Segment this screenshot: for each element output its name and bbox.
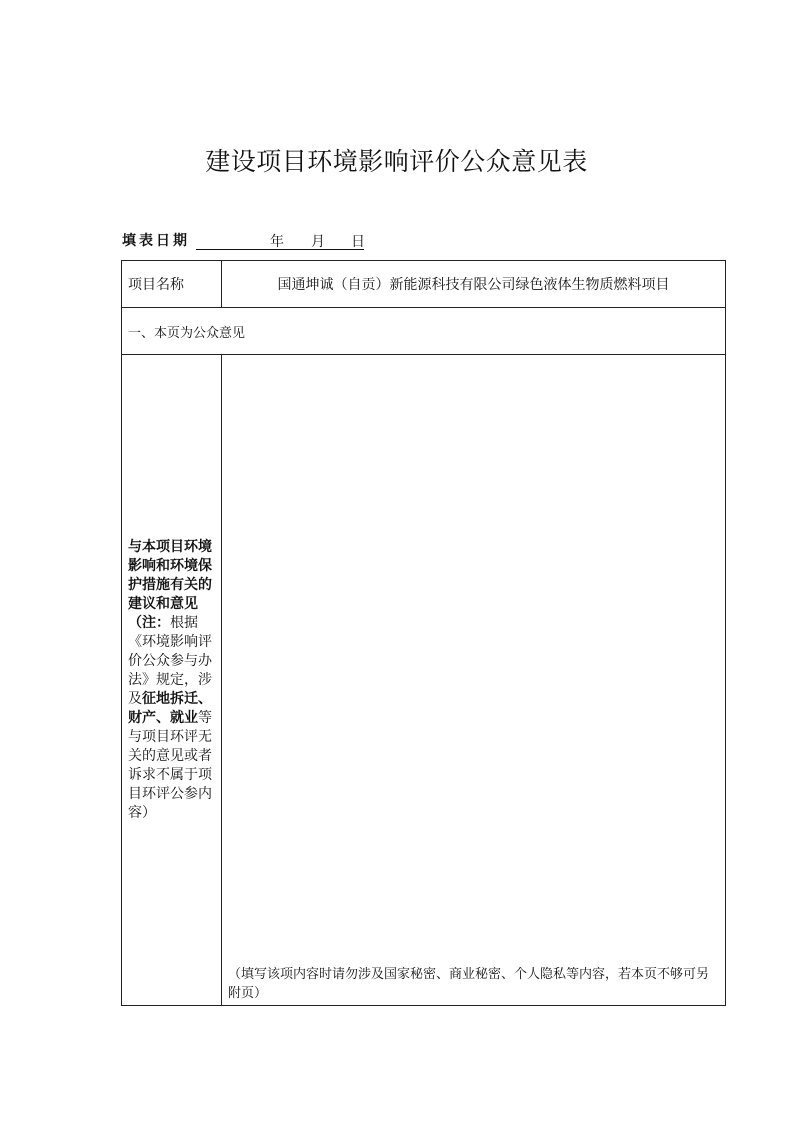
day-label: 日 [351,234,365,250]
project-name-value: 国通坤诚（自贡）新能源科技有限公司绿色液体生物质燃料项目 [222,261,726,308]
note-text-2: 等与项目环评无关的意见或者诉求不属于项目环评公参内容） [128,709,212,821]
project-name-label: 项目名称 [122,261,222,308]
note-prefix: （注： [128,614,170,631]
opinion-row [122,355,726,1006]
year-label: 年 [270,234,284,250]
opinion-label: 与本项目环境影响和环境保护措施有关的建议和意见 [128,538,212,612]
fill-date-row [122,230,364,250]
opinion-input-area[interactable] [222,355,726,1006]
note-bold-text: 征地拆迁、财产、就业 [128,690,212,726]
fill-date-label: 填表日期 [122,233,190,249]
note-text-1: 根据《环境影响评价公众参与办法》规定，涉及 [128,614,212,707]
opinion-form-table [121,260,726,1006]
project-name-row [122,261,726,308]
fill-date-field[interactable] [196,231,364,250]
opinion-label-cell [122,355,222,1006]
form-title: 建设项目环境影响评价公众意见表 [205,147,588,176]
section-row [122,308,726,355]
month-label: 月 [311,234,325,250]
section-heading: 一、本页为公众意见 [122,308,726,355]
footnote: （填写该项内容时请勿涉及国家秘密、商业秘密、个人隐私等内容，若本页不够可另附页） [228,967,710,1001]
